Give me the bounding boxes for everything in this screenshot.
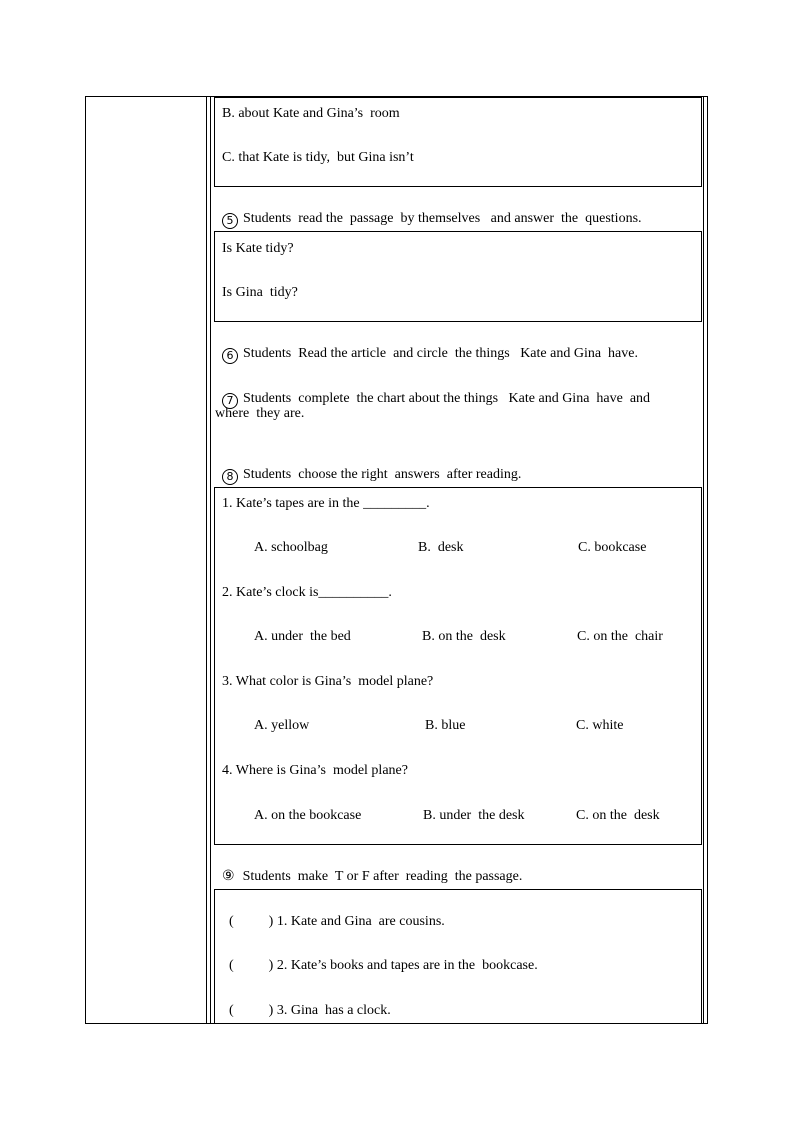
question-1: Is Kate tidy? bbox=[222, 241, 294, 256]
quiz-question: 4. Where is Gina’s model plane? bbox=[222, 763, 408, 778]
tf-item bbox=[222, 898, 445, 930]
quiz-option-a: A. under the bed bbox=[254, 629, 351, 644]
quiz-option-c: C. bookcase bbox=[578, 540, 647, 555]
quiz-option-c: C. white bbox=[576, 718, 624, 733]
quiz-option-a: A. yellow bbox=[254, 718, 310, 733]
answer-blank: ( ) bbox=[229, 958, 274, 973]
circled-number: ⑨ bbox=[222, 869, 235, 884]
step-text: Students complete the chart about the things Kate and Gina have and bbox=[243, 391, 651, 406]
step-text: Students Read the article and circle the things Kate and Gina have. bbox=[243, 346, 638, 361]
step-7 bbox=[215, 375, 650, 409]
step-text: Students make T or F after reading the passage. bbox=[242, 869, 523, 884]
quiz-option-a: A. on the bookcase bbox=[254, 808, 362, 823]
tf-item bbox=[222, 942, 538, 974]
step-9 bbox=[215, 853, 522, 885]
quiz-option-a: A. schoolbag bbox=[254, 540, 328, 555]
step-6 bbox=[215, 330, 638, 364]
tf-statement: 2. Kate’s books and tapes are in the bookcase. bbox=[276, 958, 538, 973]
right-inner-border bbox=[703, 97, 704, 1023]
quiz-option-b: B. blue bbox=[425, 718, 466, 733]
question-2: Is Gina tidy? bbox=[222, 285, 298, 300]
column-divider bbox=[206, 97, 207, 1023]
quiz-question: 3. What color is Gina’s model plane? bbox=[222, 674, 434, 689]
quiz-question: 2. Kate’s clock is__________. bbox=[222, 585, 392, 600]
option-b: B. about Kate and Gina’s room bbox=[222, 106, 400, 121]
step-text: Students read the passage by themselves and answer the questions. bbox=[243, 211, 642, 226]
quiz-question: 1. Kate’s tapes are in the _________. bbox=[222, 496, 430, 511]
circled-number: 8 bbox=[222, 469, 238, 485]
answer-blank: ( ) bbox=[229, 914, 274, 929]
tf-statement: 3. Gina has a clock. bbox=[276, 1003, 391, 1018]
option-c: C. that Kate is tidy, but Gina isn’t bbox=[222, 150, 414, 165]
circled-number: 5 bbox=[222, 213, 238, 229]
quiz-option-b: B. under the desk bbox=[423, 808, 525, 823]
circled-number: 7 bbox=[222, 393, 238, 409]
step-8 bbox=[215, 451, 521, 485]
quiz-option-c: C. on the desk bbox=[576, 808, 660, 823]
quiz-option-c: C. on the chair bbox=[577, 629, 663, 644]
step-5 bbox=[215, 195, 642, 229]
circled-number: 6 bbox=[222, 348, 238, 364]
quiz-option-b: B. desk bbox=[418, 540, 464, 555]
answer-blank: ( ) bbox=[229, 1003, 274, 1018]
quiz-option-b: B. on the desk bbox=[422, 629, 506, 644]
step-7-continued: where they are. bbox=[215, 406, 305, 421]
column-divider-double bbox=[210, 97, 211, 1023]
tf-item bbox=[222, 987, 391, 1019]
tf-statement: 1. Kate and Gina are cousins. bbox=[276, 914, 445, 929]
step-text: Students choose the right answers after reading. bbox=[243, 467, 522, 482]
